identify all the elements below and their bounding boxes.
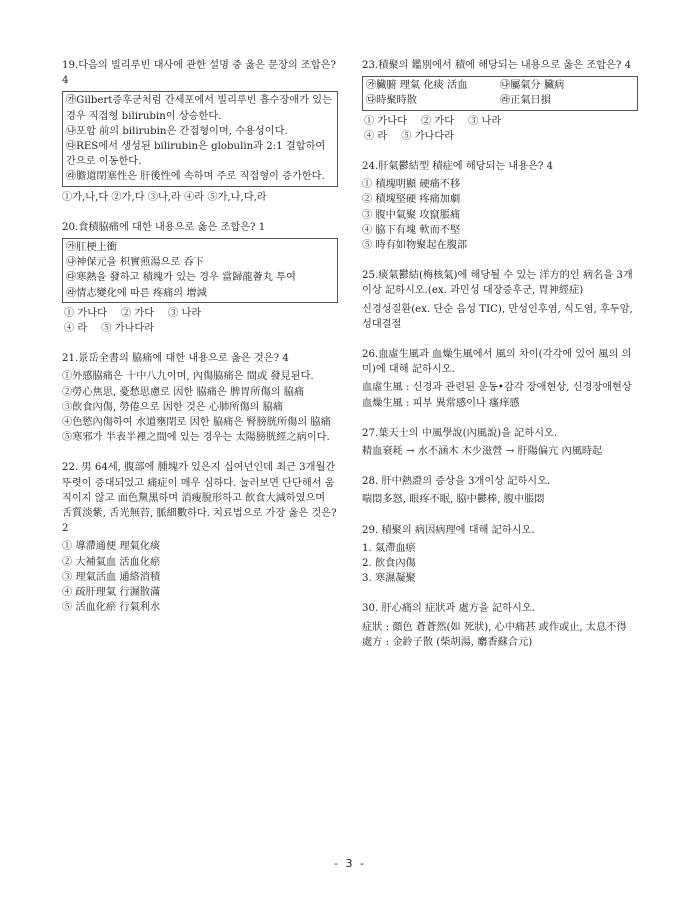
statement: ㉱情志變化에 따른 疼痛의 增減 <box>66 287 207 299</box>
question-title: 21.景岳全書의 脇痛에 대한 내용으로 옳은 것은? 4 <box>62 353 289 365</box>
question-title: 28. 肝中熱證의 증상을 3개이상 記하시오. <box>362 476 551 488</box>
question-title: 22. 男 64세, 腹部에 腫塊가 있은지 십여년인데 최근 3개월간 뚜렷이 증대되었고 痛症이 매우 심하다. 눌러보면 단단해서 움직이지 않고 面色黧黑하며 消瘦脫形하고 飮食大減하였으며 舌質淡紫, 舌光無苔, 脈細數하다. 치료법으로 가장 옳은 것은? 2 <box>62 462 337 535</box>
option: ③飮食內傷, 勞倦으로 因한 것은 心肺所傷의 脇痛 <box>62 401 284 413</box>
question-title: 30. 肝心痛의 症狀과 處方을 記하시오. <box>362 603 535 615</box>
option: ⑤ 活血化瘀 行氣利水 <box>62 602 161 614</box>
option: ③ 나라 <box>168 307 202 319</box>
left-column <box>62 58 338 631</box>
statement: ㉱正氣日損 <box>500 95 551 107</box>
option: ② 積塊堅硬 疼痛加劇 <box>362 194 461 206</box>
question-title: 29. 積聚의 病因病理에 대해 記하시오. <box>362 524 535 536</box>
option: ① 가나다 <box>364 115 407 127</box>
answer-text: 精血衰耗 → 水不涵木 木少滋營 → 肝陽偏亢 內風時起 <box>362 446 603 458</box>
option: ② 가다 <box>420 115 455 127</box>
question-30 <box>362 601 638 650</box>
option: ② 大補氣血 活血化瘀 <box>62 556 161 568</box>
statement-box <box>62 91 338 186</box>
question-23 <box>362 58 638 144</box>
question-20 <box>62 220 338 336</box>
answer-text: 喘悶多怒, 眼疼不眠, 脇中鬱棒, 腹中脹悶 <box>362 494 545 506</box>
question-24 <box>362 159 638 253</box>
statement-box <box>362 76 638 110</box>
question-28 <box>362 474 638 507</box>
option: ⑤寒邪가 半表半裡之間에 있는 경우는 太陽膀胱經之病이다. <box>62 432 330 444</box>
statement: ㉮肛梗上衝 <box>66 242 117 254</box>
question-title: 20.食積脇痛에 대한 내용으로 옳은 조합은? 1 <box>62 221 266 233</box>
answer-text: 1. 氣滯血瘀 <box>362 542 416 554</box>
option: ⑤ 가나다라 <box>101 323 155 335</box>
option: ③ 나라 <box>468 115 502 127</box>
question-21 <box>62 351 338 445</box>
answer-text: 處方 : 金鈴子散 (柴胡湯, 麝香蘇合元) <box>362 636 533 648</box>
statement: ㉰寒熱을 發하고 積塊가 있는 경우 當歸龍薈丸 투여 <box>66 272 296 284</box>
statement-box <box>62 238 338 303</box>
statement-row <box>366 78 634 93</box>
option: ①外感脇痛은 十中八九이며, 內傷脇痛은 間或 發見된다. <box>62 371 314 383</box>
answer-options <box>362 114 638 129</box>
question-27 <box>362 426 638 459</box>
answer-options <box>362 129 638 144</box>
option: ④ 疏肝理氣 行濕散滿 <box>62 587 161 599</box>
statement-row <box>366 93 634 108</box>
answer-options <box>62 321 338 336</box>
option: ②勞心焦思, 憂愁思慮로 因한 脇痛은 脾胃所傷의 脇痛 <box>62 386 305 398</box>
answer-text: 血燥生風 : 피부 異常感이나 瘙痒感 <box>362 397 520 409</box>
statement: ㉮Gilbert증후군처럼 간세포에서 빌리루빈 흡수장애가 있는 경우 직접형 bilirubin이 상승한다. <box>66 95 332 122</box>
statement: ㉮臟腑 理氣 化痰 活血 <box>366 80 468 92</box>
answer-text: 3. 寒濕凝聚 <box>362 573 416 585</box>
answer-text: 症狀 : 顔色 蒼蒼然(如 死狀), 心中痛甚 或作或止, 太息不得 <box>362 621 627 633</box>
statement: ㉯屬氣分 臟病 <box>500 80 565 92</box>
option: ① 積塊明顯 硬痛不移 <box>362 179 461 191</box>
statement: ㉰RES에서 생성된 bilirubin은 globulin과 2:1 결합하여 간으로 이동한다. <box>66 141 326 168</box>
option: ④色慾內傷하여 水道壅閉로 因한 脇痛은 腎膀胱所傷의 脇痛 <box>62 417 331 429</box>
answer-options: ①가,나,다 ②가,다 ③나,라 ④라 ⑤가,나,다,라 <box>62 191 267 203</box>
question-title: 25.痰氣鬱結(梅核氣)에 해당될 수 있는 洋方的인 病名을 3개 이상 記하시오.(ex. 과민성 대장증후군, 胃神經症) <box>362 270 633 297</box>
question-19 <box>62 58 338 205</box>
answer-text: 신경성질환(ex. 단순 음성 TIC), 만성인후염, 식도염, 후두암, 성대결절 <box>362 303 633 330</box>
option: ③ 理氣活血 通絡消積 <box>62 571 161 583</box>
option: ② 가다 <box>120 307 155 319</box>
question-title: 19.다음의 빌리루빈 대사에 관한 설명 중 옳은 문장의 조합은? 4 <box>62 60 336 87</box>
option: ④ 라 <box>64 323 88 335</box>
option: ④ 라 <box>364 130 388 142</box>
statement: ㉱膽道閉塞性은 肝後性에 속하며 주로 직접형이 증가한다. <box>66 171 325 183</box>
question-title: 26.血虛生風과 血燥生風에서 風의 차이(각각에 있어 風의 의미)에 대해 記하시오. <box>362 349 632 376</box>
option: ① 가나다 <box>64 307 107 319</box>
page-number: - 3 - <box>334 857 366 870</box>
option: ① 導滯通便 理氣化痰 <box>62 541 161 553</box>
option: ④ 脇下有塊 軟而不堅 <box>362 224 461 236</box>
answer-options <box>62 306 338 321</box>
answer-text: 2. 飮食內傷 <box>362 558 416 570</box>
question-29 <box>362 523 638 587</box>
question-22 <box>62 460 338 615</box>
question-title: 24.肝氣鬱結型 積症에 해당되는 내용은? 4 <box>362 161 554 173</box>
statement: ㉰時聚時散 <box>366 95 417 107</box>
answer-text: 血虛生風 : 신경과 관련된 운동•감각 장애현상, 신경장애현상 <box>362 382 632 394</box>
option: ⑤ 가나다라 <box>401 130 455 142</box>
question-title: 23.積聚의 鑑別에서 積에 해당되는 내용으로 옳은 조합은? 4 <box>362 60 632 71</box>
question-26 <box>362 347 638 411</box>
question-25 <box>362 268 638 332</box>
option: ⑤ 時有如物聚起在腹部 <box>362 240 468 252</box>
right-column <box>362 58 638 665</box>
statement: ㉯神保元을 枳實煎湯으로 呑下 <box>66 257 204 269</box>
option: ③ 腹中氣聚 攻竄脹痛 <box>362 209 461 221</box>
question-title: 27.葉天士의 中風學說(內風說)을 記하시오. <box>362 427 558 439</box>
statement: ㉯포합 前의 bilirubin은 간접형이며, 수용성이다. <box>66 125 288 137</box>
